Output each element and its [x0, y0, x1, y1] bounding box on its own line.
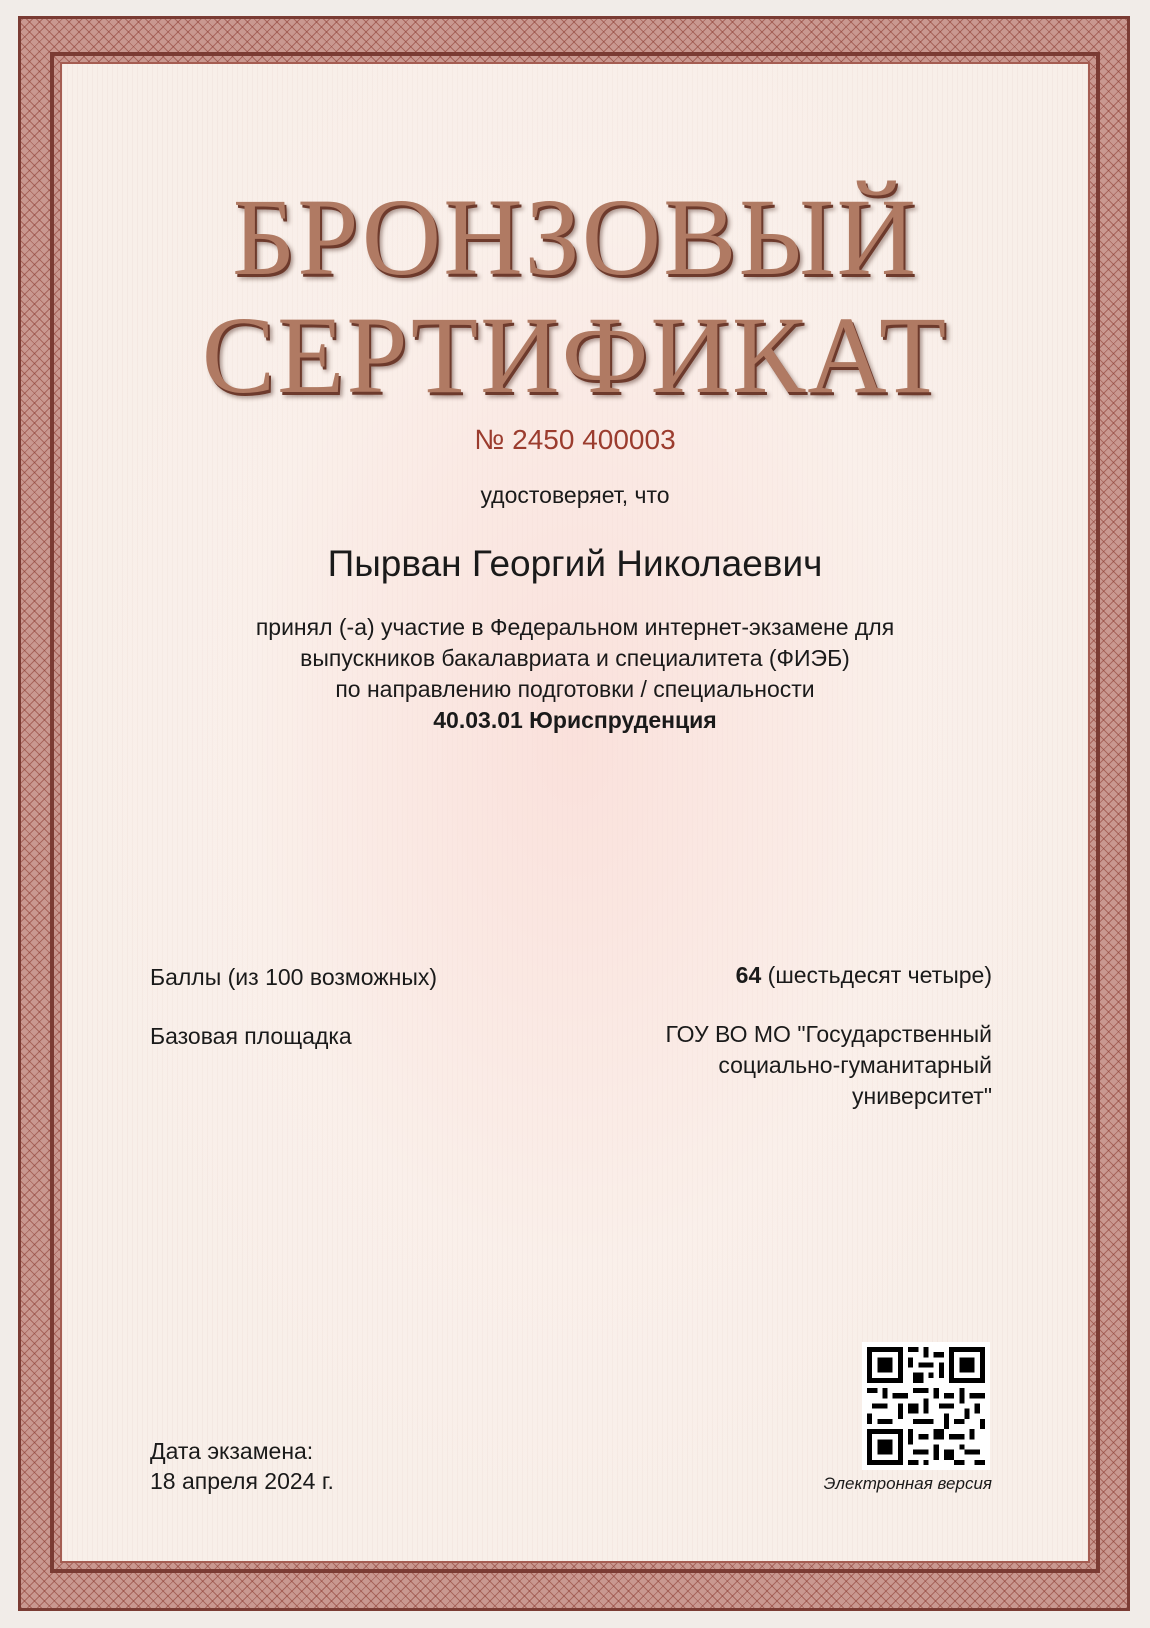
qr-code-icon[interactable]	[862, 1342, 990, 1470]
recipient-name: Пырван Георгий Николаевич	[327, 543, 823, 584]
site-line-2: социально-гуманитарный	[718, 1052, 992, 1078]
title-line-1: БРОНЗОВЫЙ	[232, 176, 918, 298]
exam-date	[150, 1436, 334, 1496]
site-label: Базовая площадка	[150, 1023, 352, 1049]
specialty: 40.03.01 Юриспруденция	[433, 707, 717, 733]
score-words: (шестьдесят четыре)	[767, 962, 992, 988]
description	[0, 612, 1150, 736]
description-line-2: выпускников бакалавриата и специалитета (ФИЭБ)	[300, 645, 850, 671]
site-line-3: университет"	[852, 1083, 992, 1109]
score-number: 64	[735, 962, 762, 988]
exam-date-label: Дата экзамена:	[150, 1438, 314, 1464]
site-line-1: ГОУ ВО МО "Государственный	[665, 1021, 992, 1047]
exam-date-value: 18 апреля 2024 г.	[150, 1468, 334, 1494]
certifies-text: удостоверяет, что	[480, 482, 670, 508]
description-line-3: по направлению подготовки / специальности	[335, 676, 815, 702]
qr-caption: Электронная версия	[823, 1474, 992, 1493]
certificate-number: № 2450 400003	[474, 424, 676, 455]
description-line-1: принял (-а) участие в Федеральном интернет-экзамене для	[255, 614, 895, 640]
score-label: Баллы (из 100 возможных)	[150, 964, 438, 990]
site-value	[572, 1019, 992, 1112]
score-value	[736, 960, 992, 991]
title-line-2: СЕРТИФИКАТ	[201, 294, 949, 416]
